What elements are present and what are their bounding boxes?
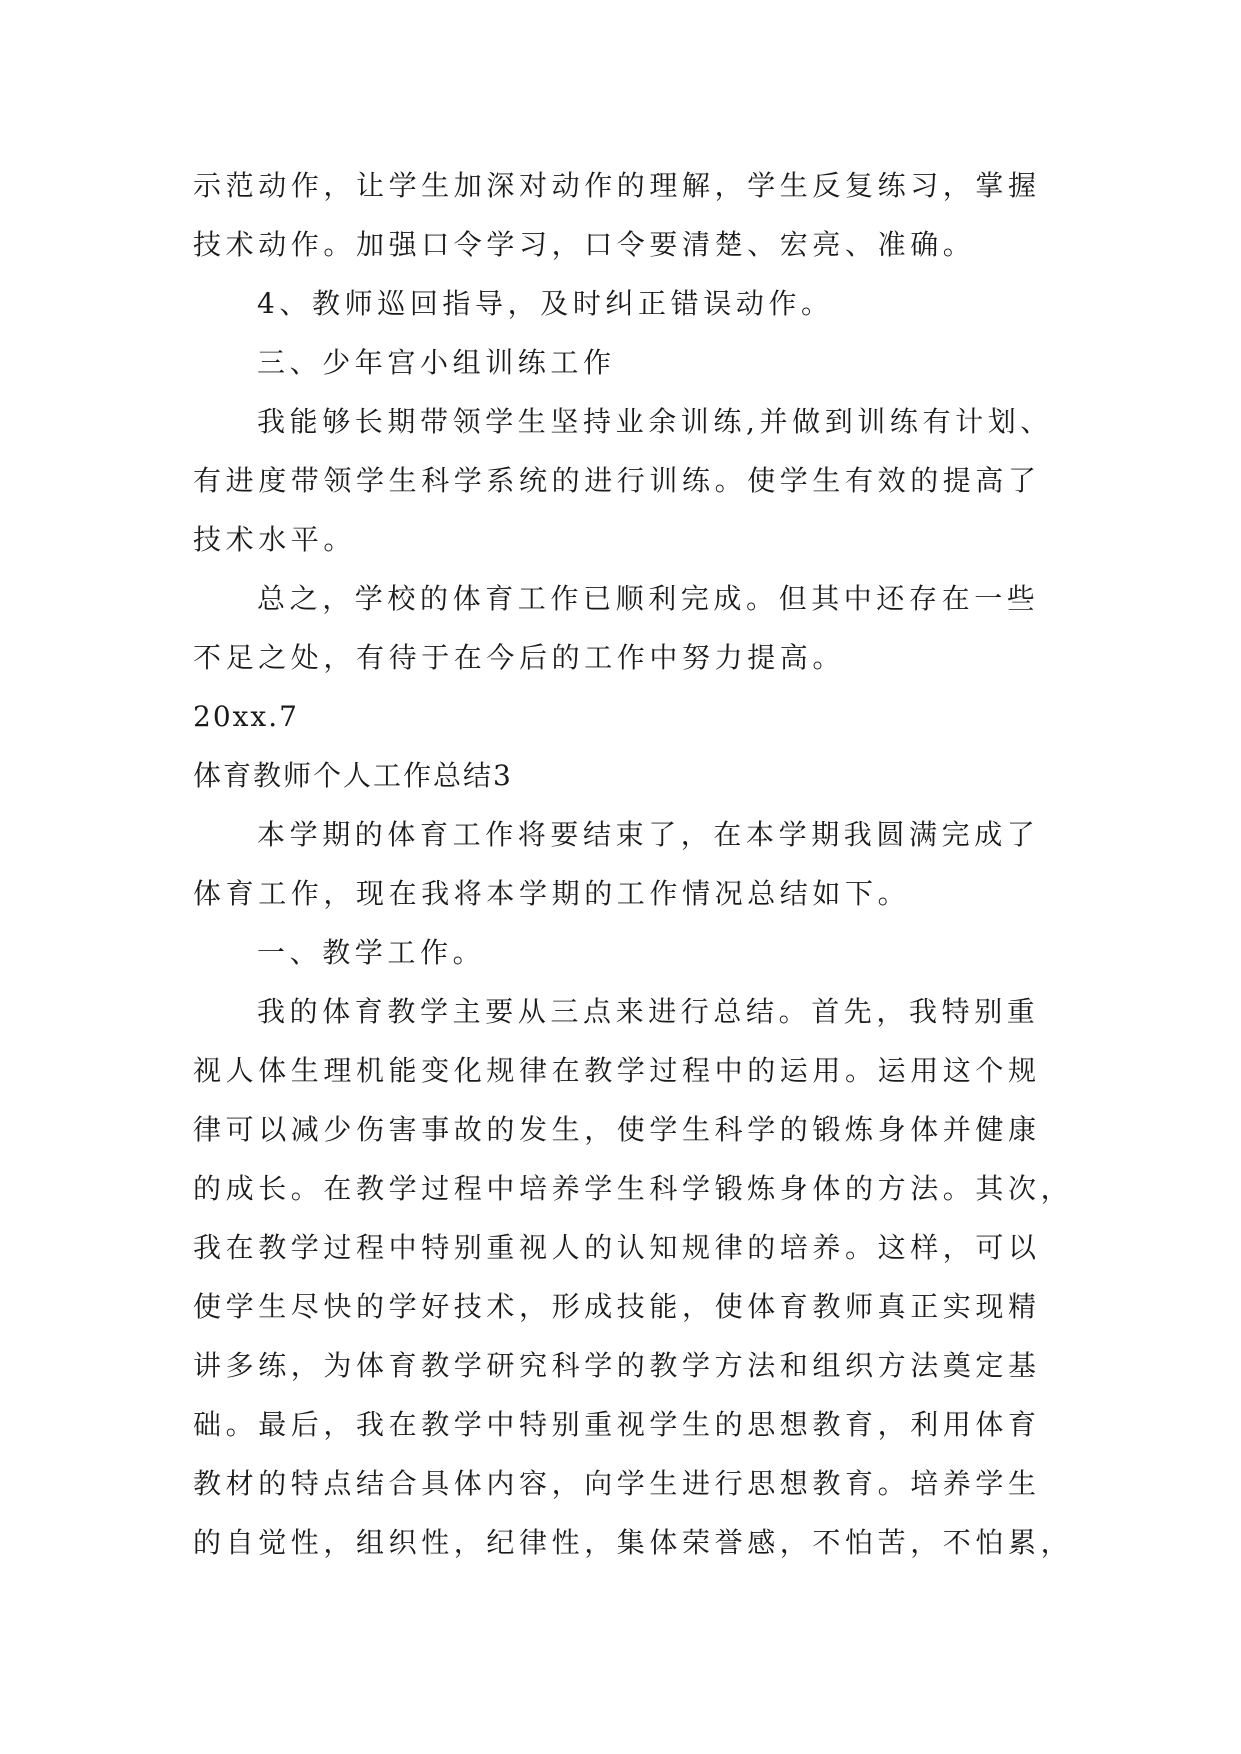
- text-line: 4、教师巡回指导，及时纠正错误动作。: [257, 287, 834, 320]
- section-heading: 三、少年宫小组训练工作: [257, 346, 616, 379]
- text-line: 教材的特点结合具体内容，向学生进行思想教育。培养学生: [193, 1467, 1041, 1500]
- section-heading: 一、教学工作。: [257, 936, 486, 969]
- text-line: 我能够长期带领学生坚持业余训练,并做到训练有计划、: [257, 405, 1053, 438]
- text-line: 的自觉性，组织性，纪律性，集体荣誉感，不怕苦，不怕累，: [193, 1526, 1074, 1559]
- text-line: 律可以减少伤害事故的发生，使学生科学的锻炼身体并健康: [193, 1113, 1041, 1146]
- text-line: 总之，学校的体育工作已顺利完成。但其中还存在一些: [257, 582, 1040, 615]
- text-line: 有进度带领学生科学系统的进行训练。使学生有效的提高了: [193, 464, 1041, 497]
- text-line: 技术动作。加强口令学习，口令要清楚、宏亮、准确。: [193, 228, 976, 261]
- text-line: 我的体育教学主要从三点来进行总结。首先，我特别重: [257, 995, 1040, 1028]
- text-line: 本学期的体育工作将要结束了，在本学期我圆满完成了: [257, 818, 1040, 851]
- text-line: 使学生尽快的学好技术，形成技能，使体育教师真正实现精: [193, 1290, 1041, 1323]
- text-line: 不足之处，有待于在今后的工作中努力提高。: [193, 641, 846, 674]
- document-title: 体育教师个人工作总结3: [193, 759, 513, 792]
- text-line: 视人体生理机能变化规律在教学过程中的运用。运用这个规: [193, 1054, 1041, 1087]
- text-line: 讲多练，为体育教学研究科学的教学方法和组织方法奠定基: [193, 1349, 1041, 1382]
- text-line: 我在教学过程中特别重视人的认知规律的培养。这样，可以: [193, 1231, 1041, 1264]
- text-line: 础。最后，我在教学中特别重视学生的思想教育，利用体育: [193, 1408, 1041, 1441]
- text-line: 技术水平。: [193, 523, 357, 556]
- text-line: 体育工作，现在我将本学期的工作情况总结如下。: [193, 877, 911, 910]
- text-line: 的成长。在教学过程中培养学生科学锻炼身体的方法。其次，: [193, 1172, 1074, 1205]
- text-line: 示范动作，让学生加深对动作的理解，学生反复练习，掌握: [193, 169, 1041, 202]
- date-line: 20xx.7: [193, 700, 299, 733]
